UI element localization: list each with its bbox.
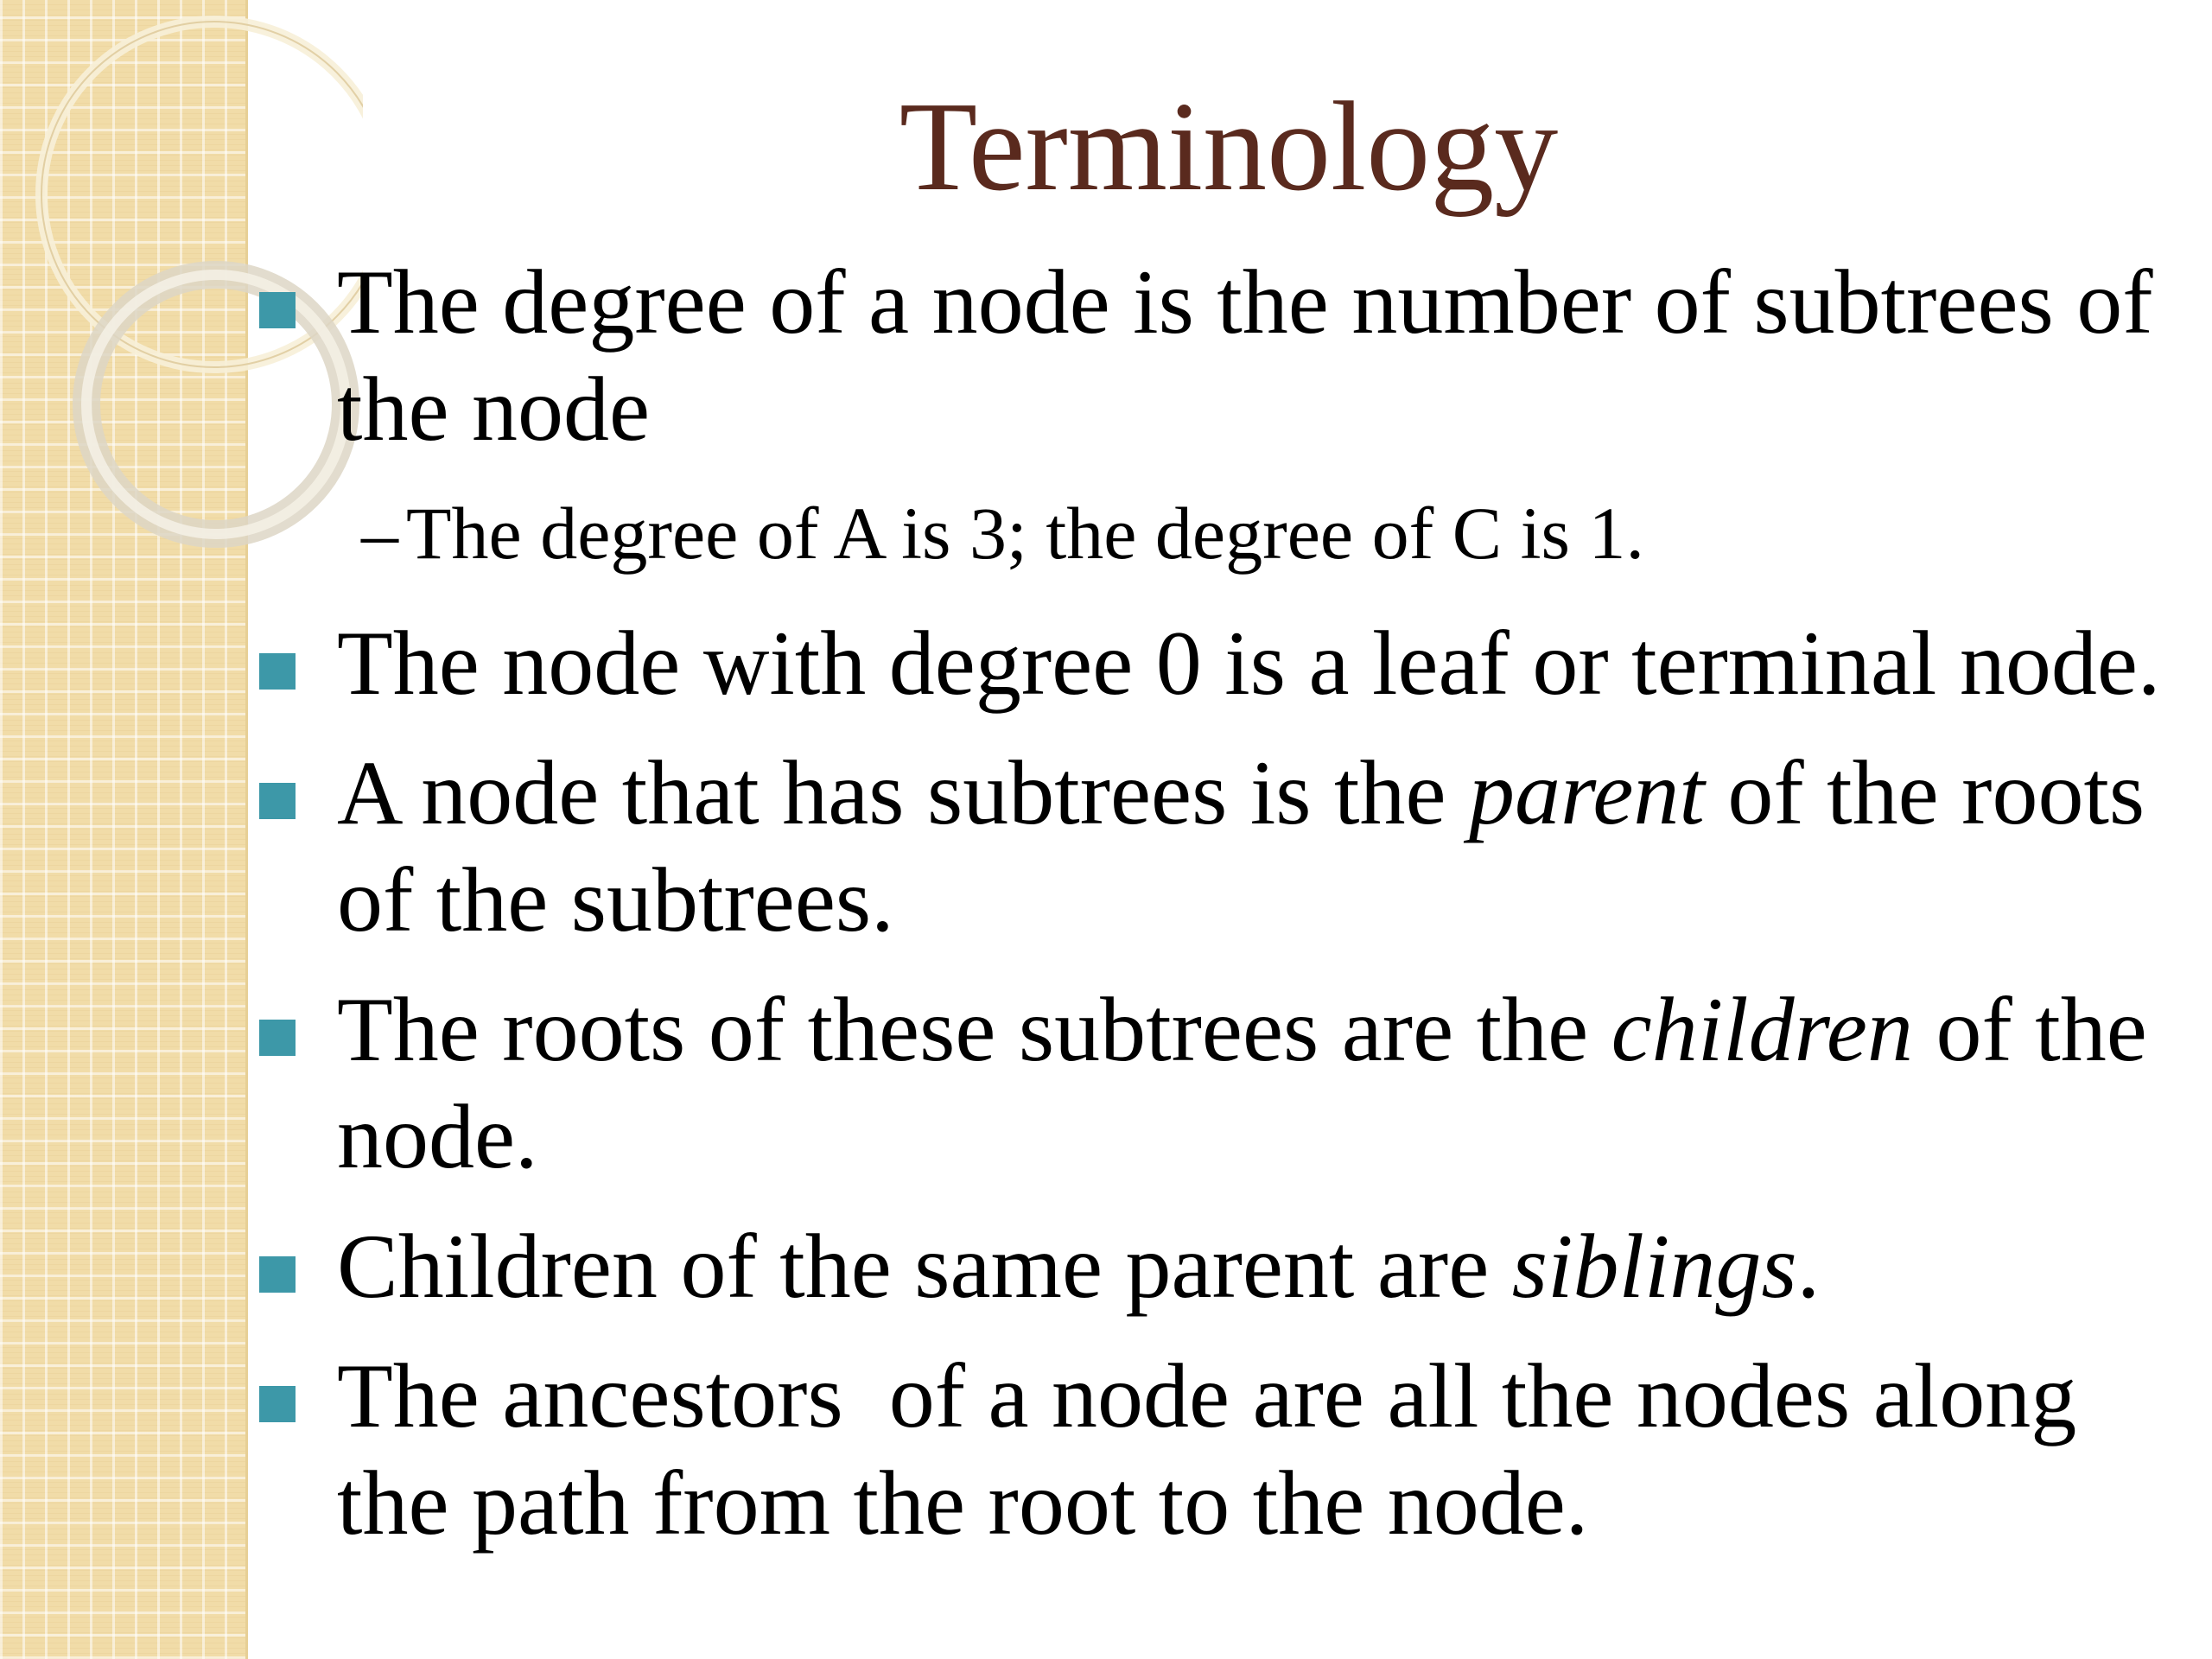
bullet-text: The node with degree 0 is a leaf or terminal node.: [337, 613, 2161, 714]
bullet-text-start: The roots of these subtrees are the: [337, 979, 1611, 1080]
dash-bullet: –: [361, 492, 398, 575]
slide-title: Terminology: [899, 76, 1559, 218]
bullet-item: [259, 976, 2195, 1191]
term-parent: parent: [1469, 742, 1705, 843]
bullet-text-start: A node that has subtrees is the: [337, 742, 1470, 843]
square-bullet-icon: [259, 1256, 296, 1293]
square-bullet-icon: [259, 1020, 296, 1056]
bullet-text-end: of the node.: [337, 979, 2147, 1187]
bullet-item: [259, 1213, 2195, 1320]
bullet-text-end: .: [1796, 1216, 1821, 1317]
bullet-text-start: Children of the same parent are: [337, 1216, 1512, 1317]
square-bullet-icon: [259, 653, 296, 690]
bullet-text-end: of the roots of the subtrees.: [337, 742, 2145, 950]
term-children: children: [1611, 979, 1913, 1080]
bullet-list: [259, 249, 2195, 1580]
square-bullet-icon: [259, 292, 296, 328]
bullet-text: The ancestors of a node are all the nodes along the path from the root to the node.: [337, 1345, 2100, 1554]
term-siblings: siblings: [1511, 1216, 1797, 1317]
bullet-item: [259, 249, 2195, 463]
bullet-item: [259, 740, 2195, 954]
bullet-item: [259, 610, 2195, 717]
bullet-item: [259, 1343, 2195, 1557]
square-bullet-icon: [259, 1386, 296, 1422]
bullet-text: The degree of a node is the number of subtrees of the node: [337, 251, 2153, 460]
sub-bullet-text: The degree of A is 3; the degree of C is 1.: [406, 492, 1644, 575]
square-bullet-icon: [259, 783, 296, 819]
sub-bullet-item: [259, 486, 2195, 581]
